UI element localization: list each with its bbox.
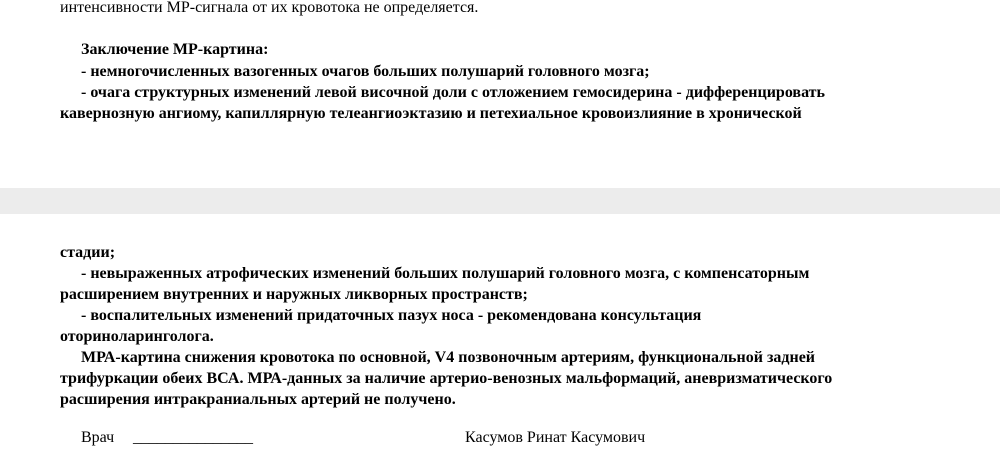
mra-conclusion-continued: трифуркации обеих ВСА. МРА-данных за наличие артерио-венозных мальформаций, аневризматического: [60, 370, 833, 387]
conclusion-item-continued: расширением внутренних и наружных ликворных пространств;: [60, 286, 528, 303]
conclusion-item-continued: кавернозную ангиому, капиллярную телеангиоэктазию и петехиальное кровоизлияние в хронической: [60, 105, 802, 122]
doctor-name: Касумов Ринат Касумович: [465, 429, 646, 446]
signature-line: _______________: [133, 429, 253, 446]
document-page-bottom: [0, 214, 1000, 466]
document-page-top: [0, 0, 1000, 188]
mra-conclusion: МРА-картина снижения кровотока по основной, V4 позвоночным артериям, функциональной задней: [81, 349, 816, 366]
conclusion-item: - очага структурных изменений левой височной доли с отложением гемосидерина - дифференцировать: [81, 84, 825, 101]
conclusion-item: - немногочисленных вазогенных очагов больших полушарий головного мозга;: [81, 63, 650, 80]
conclusion-item: - воспалительных изменений придаточных пазух носа - рекомендована консультация: [81, 307, 702, 324]
signature-label: Врач: [81, 429, 115, 446]
body-text-line: интенсивности МР-сигнала от их кровотока не определяется.: [60, 0, 479, 16]
conclusion-heading: Заключение МР-картина:: [81, 41, 269, 58]
conclusion-item-continued: оториноларинголога.: [60, 328, 214, 345]
page-break: [0, 188, 1000, 214]
mra-conclusion-continued: расширения интракраниальных артерий не получено.: [60, 391, 456, 408]
conclusion-item: - невыраженных атрофических изменений больших полушарий головного мозга, с компенсаторным: [81, 265, 810, 282]
conclusion-item-continued: стадии;: [60, 244, 116, 261]
